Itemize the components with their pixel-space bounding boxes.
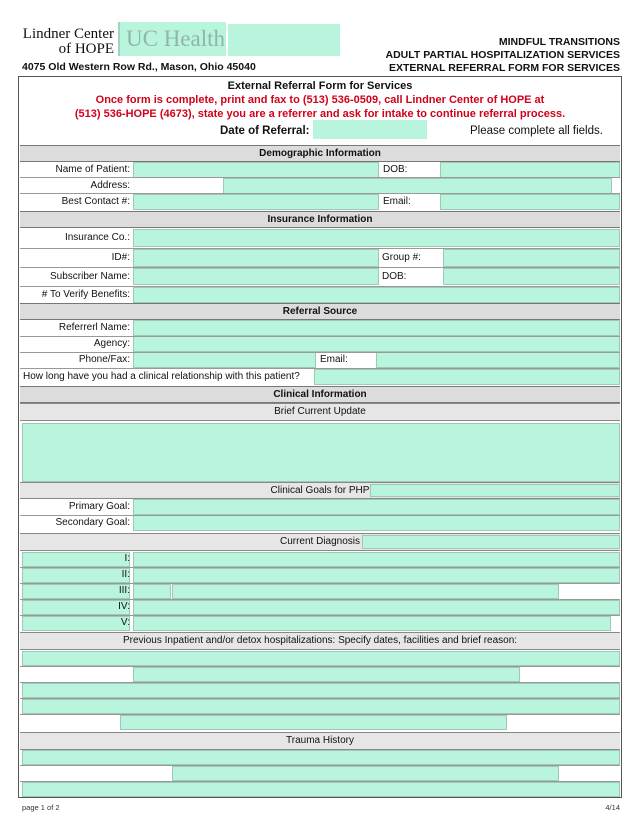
- email-label: Email:: [383, 196, 411, 207]
- subscriber-dob-label: DOB:: [382, 271, 407, 282]
- insurance-company-label: Insurance Co.:: [64, 232, 130, 243]
- clinical-section-title: Clinical Information: [20, 386, 620, 403]
- insurance-section-title: Insurance Information: [20, 211, 620, 228]
- referral-section-title: Referral Source: [20, 303, 620, 320]
- dob-field[interactable]: [440, 162, 620, 178]
- referrer-email-label: Email:: [320, 354, 348, 365]
- complete-all-note: Please complete all fields.: [470, 125, 603, 137]
- phone-fax-label: Phone/Fax:: [78, 354, 130, 365]
- subscriber-name-label: Subscriber Name:: [49, 271, 130, 282]
- axis-4-field[interactable]: [133, 600, 620, 615]
- dob-label: DOB:: [383, 164, 408, 175]
- id-field[interactable]: [133, 249, 379, 267]
- row-divider: [20, 567, 620, 568]
- id-label: ID#:: [111, 252, 130, 263]
- date-of-referral-field[interactable]: [313, 120, 427, 139]
- page-number: page 1 of 2: [22, 803, 60, 812]
- center-address: 4075 Old Western Row Rd., Mason, Ohio 45040: [22, 61, 256, 73]
- logo-image-field: [228, 24, 340, 56]
- agency-field[interactable]: [133, 336, 620, 352]
- referrer-email-field[interactable]: [376, 352, 620, 368]
- trauma-history-title: Trauma History: [20, 732, 620, 750]
- row-divider: [20, 615, 620, 616]
- header-title-2: ADULT PARTIAL HOSPITALIZATION SERVICES: [385, 49, 620, 61]
- best-contact-label: Best Contact #:: [61, 196, 130, 207]
- address-field[interactable]: [223, 178, 612, 194]
- brief-update-field[interactable]: [22, 423, 620, 482]
- axis-3-label: III:: [118, 585, 130, 596]
- trauma-line-2[interactable]: [172, 766, 559, 781]
- subscriber-dob-field[interactable]: [443, 268, 620, 285]
- logo-line2: of HOPE: [58, 41, 114, 57]
- insurance-company-field[interactable]: [133, 229, 620, 247]
- form-version: 4/14: [605, 803, 620, 812]
- relationship-field[interactable]: [314, 369, 620, 385]
- axis-4-label: IV:: [118, 601, 130, 612]
- axis-2-field[interactable]: [133, 568, 620, 583]
- header-title-3: EXTERNAL REFERRAL FORM FOR SERVICES: [388, 62, 620, 74]
- patient-name-label: Name of Patient:: [55, 164, 130, 175]
- axis-5-label: V:: [120, 617, 130, 628]
- previous-line-4[interactable]: [22, 699, 620, 714]
- previous-line-5[interactable]: [120, 715, 507, 730]
- phone-fax-field[interactable]: [133, 352, 316, 368]
- referrer-name-label: Referrerl Name:: [58, 322, 130, 333]
- form-title: External Referral Form for Services: [227, 80, 413, 92]
- header-titles: [385, 36, 620, 75]
- row-divider: [20, 583, 620, 584]
- row-divider: [20, 368, 620, 369]
- row-divider: [20, 336, 620, 337]
- row-divider: [20, 714, 620, 715]
- uc-health-logo: UC Health: [118, 22, 226, 56]
- referrer-name-field[interactable]: [133, 320, 620, 336]
- row-divider: [20, 515, 620, 516]
- clinical-goals-title: Clinical Goals for PHP: [20, 482, 620, 499]
- trauma-line-1[interactable]: [22, 750, 620, 765]
- clinical-goals-field[interactable]: [370, 484, 620, 497]
- row-divider: [20, 599, 620, 600]
- primary-goal-label: Primary Goal:: [68, 501, 130, 512]
- axis-1-label: I:: [124, 553, 130, 564]
- date-of-referral-label: Date of Referral:: [220, 125, 310, 137]
- agency-label: Agency:: [93, 338, 130, 349]
- current-diagnosis-field[interactable]: [362, 535, 620, 549]
- axis-3-field-a[interactable]: [133, 584, 171, 599]
- verify-benefits-label: # To Verify Benefits:: [41, 289, 130, 300]
- row-divider: [20, 666, 620, 667]
- demographic-section-title: Demographic Information: [20, 145, 620, 162]
- trauma-line-3[interactable]: [22, 782, 620, 797]
- row-divider: [20, 177, 620, 178]
- row-divider: [20, 352, 620, 353]
- relationship-label: How long have you had a clinical relationship with this patient?: [23, 371, 300, 382]
- brief-update-title: Brief Current Update: [20, 403, 620, 421]
- subscriber-name-field[interactable]: [133, 268, 379, 285]
- patient-name-field[interactable]: [133, 162, 379, 178]
- row-divider: [20, 193, 620, 194]
- axis-5-field[interactable]: [133, 616, 611, 631]
- row-divider: [20, 765, 620, 766]
- secondary-goal-field[interactable]: [133, 515, 620, 531]
- row-divider: [20, 682, 620, 683]
- previous-hospitalizations-title: Previous Inpatient and/or detox hospitalizations: Specify dates, facilities and brief reason:: [20, 632, 620, 650]
- verify-benefits-field[interactable]: [133, 287, 620, 303]
- axis-1-field[interactable]: [133, 552, 620, 567]
- instructions-line2: (513) 536-HOPE (4673), state you are a referrer and ask for intake to continue referral process.: [74, 108, 566, 120]
- best-contact-field[interactable]: [133, 194, 379, 210]
- previous-line-3[interactable]: [22, 683, 620, 698]
- axis-2-label: II:: [121, 569, 130, 580]
- previous-line-1[interactable]: [22, 651, 620, 666]
- group-field[interactable]: [443, 249, 620, 267]
- row-divider: [20, 267, 620, 268]
- email-field[interactable]: [440, 194, 620, 210]
- primary-goal-field[interactable]: [133, 499, 620, 515]
- current-diagnosis-title: Current Diagnosis: [20, 533, 620, 551]
- row-divider: [20, 781, 620, 782]
- secondary-goal-label: Secondary Goal:: [55, 517, 130, 528]
- row-divider: [20, 698, 620, 699]
- header-title-1: MINDFUL TRANSITIONS: [498, 36, 620, 48]
- row-divider: [20, 248, 620, 249]
- address-label: Address:: [90, 180, 130, 191]
- lindner-logo: [22, 27, 114, 57]
- row-divider: [20, 286, 620, 287]
- logo-line1: Lindner Center: [22, 26, 114, 42]
- group-label: Group #:: [382, 252, 421, 263]
- axis-3-field[interactable]: [172, 584, 559, 599]
- previous-line-2[interactable]: [133, 667, 520, 682]
- instructions-line1: Once form is complete, print and fax to (513) 536-0509, call Lindner Center of HOPE at: [95, 94, 545, 106]
